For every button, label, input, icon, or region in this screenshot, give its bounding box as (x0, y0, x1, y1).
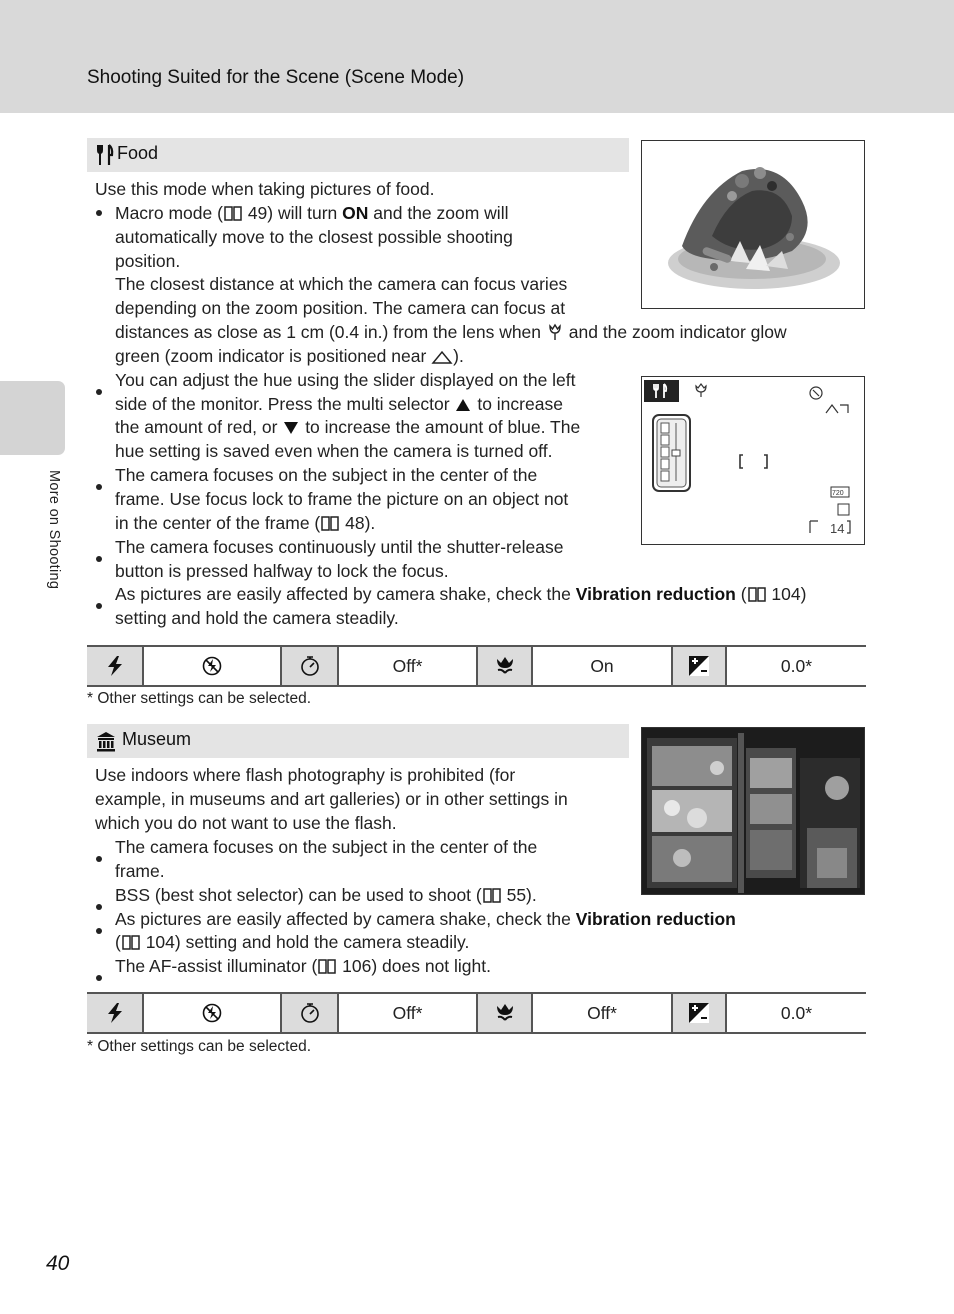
museum-bullet-4: The AF-assist illuminator ( 106) does not light. (115, 956, 491, 976)
macro-heading (478, 647, 531, 685)
macro-icon (494, 1002, 516, 1024)
museum-photo (641, 727, 865, 895)
book-reference-icon (320, 514, 340, 532)
book-reference-icon (223, 204, 243, 222)
food-bullet-1-line-1: Macro mode ( 49) will turn ON and the zoom will (115, 203, 509, 223)
side-label: More on Shooting (46, 470, 62, 590)
arrow-down-icon (282, 420, 300, 436)
museum-icon (96, 730, 116, 752)
book-reference-icon (482, 886, 502, 904)
museum-bullet-1-line-1: The camera focuses on the subject in the center of the (115, 837, 538, 857)
food-bullet-2-line-4: hue setting is saved even when the camera is turned off. (115, 441, 553, 461)
book-reference-icon (317, 957, 337, 975)
food-bullet-1-line-2: automatically move to the closest possible shooting (115, 227, 513, 247)
museum-intro-line-1: Use indoors where flash photography is prohibited (for (95, 765, 516, 785)
camera-monitor-illustration (641, 376, 865, 545)
book-reference-icon (121, 933, 141, 951)
bullet-dot (96, 556, 102, 562)
book-reference-icon (747, 585, 767, 603)
self-timer-heading (282, 994, 337, 1032)
flash-off-icon (201, 655, 223, 677)
food-bullet-3-line-2: frame. Use focus lock to frame the picture on an object not (115, 489, 569, 509)
food-bullet-1-line-3: position. (115, 251, 181, 271)
arrow-up-icon (454, 397, 472, 413)
macro-setting: On (590, 655, 614, 676)
header-title: Shooting Suited for the Scene (Scene Mode) (87, 67, 465, 88)
macro-heading (478, 994, 531, 1032)
food-section-heading (87, 138, 629, 172)
museum-section-heading (87, 724, 629, 758)
food-intro: Use this mode when taking pictures of food. (95, 179, 435, 199)
image-mode-indicator (838, 504, 849, 515)
food-bullet-4-line-1: The camera focuses continuously until the shutter-release (115, 537, 564, 557)
flash-mode-setting (144, 647, 280, 685)
svg-text:720: 720 (832, 490, 844, 497)
exposure-compensation-icon (688, 1002, 710, 1024)
food-bullet-2-line-3: the amount of red, or to increase the amount of blue. The (115, 417, 581, 437)
self-timer-setting: Off* (392, 655, 423, 676)
museum-bullet-2: BSS (best shot selector) can be used to shoot ( 55). (115, 885, 537, 905)
vr-indicator-icon (826, 405, 848, 413)
museum-bullet-3-line-1: As pictures are easily affected by camera shake, check the Vibration reduction (115, 909, 736, 929)
exposure-setting: 0.0* (780, 1002, 813, 1023)
food-bullet-5-line-2: setting and hold the camera steadily. (115, 608, 399, 628)
exposures-remaining: 14 (830, 521, 845, 536)
bullet-dot (96, 928, 102, 934)
food-bullet-3-line-1: The camera focuses on the subject in the center of the (115, 465, 538, 485)
food-footnote: * Other settings can be selected. (87, 690, 312, 707)
museum-title: Museum (122, 729, 192, 749)
flash-icon (105, 1002, 125, 1024)
flash-icon (105, 655, 125, 677)
bullet-dot (96, 484, 102, 490)
food-photo (641, 140, 865, 309)
bullet-dot (96, 389, 102, 395)
food-bullet-1-line-4: The closest distance at which the camera can focus varies (115, 274, 568, 294)
focus-area-brackets (740, 455, 767, 468)
food-bullet-1-line-7: green (zoom indicator is positioned near ). (115, 346, 464, 366)
exposure-compensation-icon (688, 655, 710, 677)
food-bullet-2-line-2: side of the monitor. Press the multi selector to increase (115, 394, 563, 414)
mountain-icon (431, 349, 453, 365)
museum-bullet-3-line-2: ( 104) setting and hold the camera steadily. (115, 932, 470, 952)
food-title: Food (117, 143, 159, 163)
macro-icon (494, 655, 516, 677)
flash-mode-setting (144, 994, 280, 1032)
self-timer-setting: Off* (392, 1002, 423, 1023)
museum-bullet-1-line-2: frame. (115, 861, 165, 881)
museum-settings-table (87, 992, 866, 1034)
flash-mode-heading (87, 647, 142, 685)
food-settings-table-final (87, 645, 866, 687)
macro-indicator-icon (696, 384, 706, 397)
page-header (0, 0, 954, 113)
food-icon (96, 144, 116, 166)
flash-off-icon (201, 1002, 223, 1024)
bullet-dot (96, 904, 102, 910)
self-timer-icon (299, 655, 321, 677)
museum-footnote: * Other settings can be selected. (87, 1038, 312, 1055)
food-bullet-1-line-6: distances as close as 1 cm (0.4 in.) from the lens when and the zoom indicator glow (115, 322, 787, 342)
exposure-setting: 0.0* (780, 655, 813, 676)
exposure-heading (673, 647, 725, 685)
food-bullet-1-line-5: depending on the zoom position. The camera can focus at (115, 298, 566, 318)
self-timer-icon (299, 1002, 321, 1024)
page-number: 40 (46, 1252, 70, 1275)
food-bullet-5-line-1: As pictures are easily affected by camera shake, check the Vibration reduction ( 104) (115, 584, 807, 604)
bullet-dot (96, 603, 102, 609)
bullet-dot (96, 210, 102, 216)
flash-mode-heading (87, 994, 142, 1032)
macro-setting: Off* (587, 1002, 617, 1023)
food-bullet-4-line-2: button is pressed halfway to lock the focus. (115, 561, 449, 581)
bullet-dot (96, 856, 102, 862)
macro-tulip-icon (546, 323, 564, 341)
museum-intro-line-2: example, in museums and art galleries) or in other settings in (95, 789, 568, 809)
side-tab (0, 381, 65, 455)
food-bullet-3-line-3: in the center of the frame ( 48). (115, 513, 376, 533)
exposure-heading (673, 994, 725, 1032)
food-bullet-2-line-1: You can adjust the hue using the slider displayed on the left (115, 370, 576, 390)
self-timer-heading (282, 647, 337, 685)
bullet-dot (96, 975, 102, 981)
museum-intro-line-3: which you do not want to use the flash. (95, 813, 397, 833)
